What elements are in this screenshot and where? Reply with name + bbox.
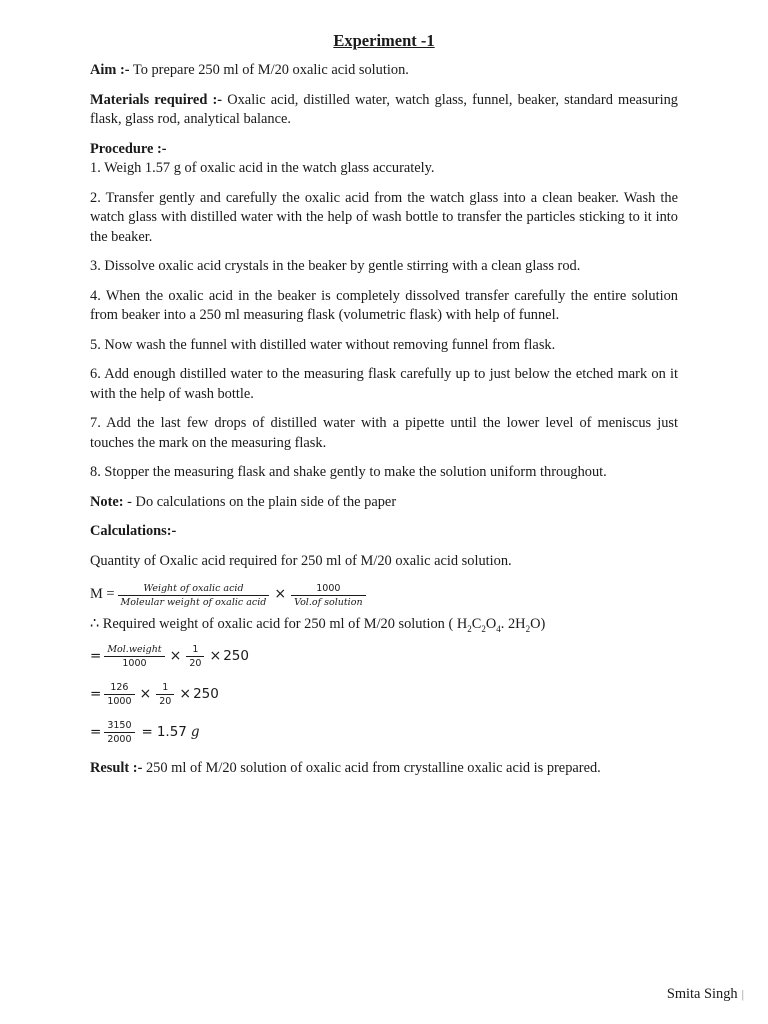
page-title: Experiment -1 [333, 31, 435, 50]
procedure-step-4: 4. When the oxalic acid in the beaker is completely dissolved transfer carefully the entire solution from beaker into a 250 ml measuring flask (volumetric flask) with help of funnel. [90, 287, 678, 323]
w-subscript: 2 [525, 623, 531, 634]
water-prefix: . 2H [500, 616, 526, 632]
fraction-denominator: 2000 [107, 734, 132, 745]
procedure-step-1: 1. Weigh 1.57 g of oxalic acid in the watch glass accurately. [90, 160, 435, 176]
weight-fraction [118, 582, 270, 609]
weight-numerator: Weight of oxalic acid [143, 582, 244, 594]
fraction-numerator: 126 [110, 682, 129, 693]
procedure-step-6: 6. Add enough distilled water to the measuring flask carefully up to just below the etched mark on it with the help of wash bottle. [90, 366, 678, 402]
volume-fraction [291, 582, 365, 609]
aim-label: Aim :- [90, 62, 130, 78]
formula-end: O) [530, 616, 546, 632]
result-text: 250 ml of M/20 solution of oxalic acid from crystalline oxalic acid is prepared. [145, 759, 601, 776]
equals-sign: = [90, 647, 102, 664]
calc-step-1 [90, 639, 678, 675]
aim-paragraph [90, 61, 678, 81]
calc-step-2 [90, 677, 678, 713]
procedure-step-7: 7. Add the last few drops of distilled water with a pipette until the lower level of meniscus just touches the mark on the measuring flask. [90, 415, 678, 451]
result-paragraph [90, 759, 678, 779]
therefore-line [90, 615, 678, 635]
fraction-denominator: 1000 [107, 696, 132, 707]
note-label: Note: [90, 493, 124, 510]
result-value: 1.57 [156, 723, 187, 740]
procedure-step-2: 2. Transfer gently and carefully the oxalic acid from the watch glass into a clean beaker. Wash the watch glass with distilled water with the help of wash bottle to transfer the particles sticking to it into the beaker. [90, 189, 678, 245]
fraction-numerator: 3150 [107, 720, 132, 731]
times-sign: × [209, 647, 222, 664]
procedure-step-8: 8. Stopper the measuring flask and shake gently to make the solution uniform throughout. [90, 464, 607, 480]
calculations-label: Calculations:- [90, 523, 177, 539]
fraction-denominator: 20 [159, 696, 172, 707]
molweight-fraction [104, 643, 164, 670]
author-name: Smita Singh [666, 986, 738, 1002]
volume-numerator: 1000 [316, 582, 341, 594]
procedure-label: Procedure :- [90, 140, 167, 157]
procedure-step-5: 5. Now wash the funnel with distilled water without removing funnel from flask. [90, 336, 556, 353]
document-page [90, 30, 678, 788]
times-sign: × [169, 647, 182, 664]
calc-step-3 [90, 715, 678, 751]
equals-sign: = [141, 723, 153, 740]
equals-sign: = [90, 685, 102, 702]
footer-separator: | [741, 987, 744, 1001]
materials-paragraph [90, 91, 678, 130]
procedure-step-3: 3. Dissolve oxalic acid crystals in the beaker by gentle stirring with a clean glass rod. [90, 258, 581, 274]
result-unit: g [190, 723, 200, 740]
formula-lhs: M = [90, 586, 115, 603]
h-subscript: 2 [467, 623, 472, 634]
procedure-heading [90, 140, 678, 160]
volume-value: 250 [193, 685, 219, 702]
final-fraction [104, 719, 134, 746]
times-sign: × [139, 685, 152, 702]
fraction-denominator: 1000 [122, 658, 147, 669]
materials-text: Oxalic acid, distilled water, watch glass, funnel, beaker, standard measuring flask, glass rod, analytical balance. [90, 91, 678, 127]
twentieth-fraction [186, 643, 204, 670]
volume-denominator: Vol.of solution [294, 596, 363, 608]
fraction-numerator: 1 [192, 644, 199, 655]
c-subscript: 2 [481, 623, 486, 634]
molarity-formula [90, 577, 678, 613]
times-sign: × [179, 685, 192, 702]
therefore-text: ∴ Required weight of oxalic acid for 250 ml of M/20 solution ( H [90, 616, 468, 632]
note-paragraph [90, 493, 678, 513]
fraction-numerator: Mol.weight [107, 644, 162, 655]
volume-value: 250 [223, 647, 249, 664]
weight-denominator: Moleular weight of oxalic acid [120, 596, 267, 608]
times-sign: × [274, 586, 287, 603]
calculations-heading [90, 522, 678, 542]
equals-sign: = [90, 723, 102, 740]
calculations-intro: Quantity of Oxalic acid required for 250 ml of M/20 oxalic acid solution. [90, 552, 512, 569]
materials-label: Materials required :- [90, 91, 223, 108]
result-label: Result :- [90, 759, 143, 776]
fraction-numerator: 1 [162, 682, 169, 693]
twentieth-fraction [156, 681, 174, 708]
aim-text: To prepare 250 ml of M/20 oxalic acid solution. [132, 62, 409, 78]
o-subscript: 4 [496, 623, 501, 634]
fraction-denominator: 20 [189, 658, 202, 669]
page-footer [667, 985, 744, 1005]
numeric-fraction [104, 681, 134, 708]
note-text: - Do calculations on the plain side of the paper [127, 493, 397, 510]
oxygen-symbol: O [485, 616, 497, 632]
carbon-symbol: C [471, 616, 482, 632]
